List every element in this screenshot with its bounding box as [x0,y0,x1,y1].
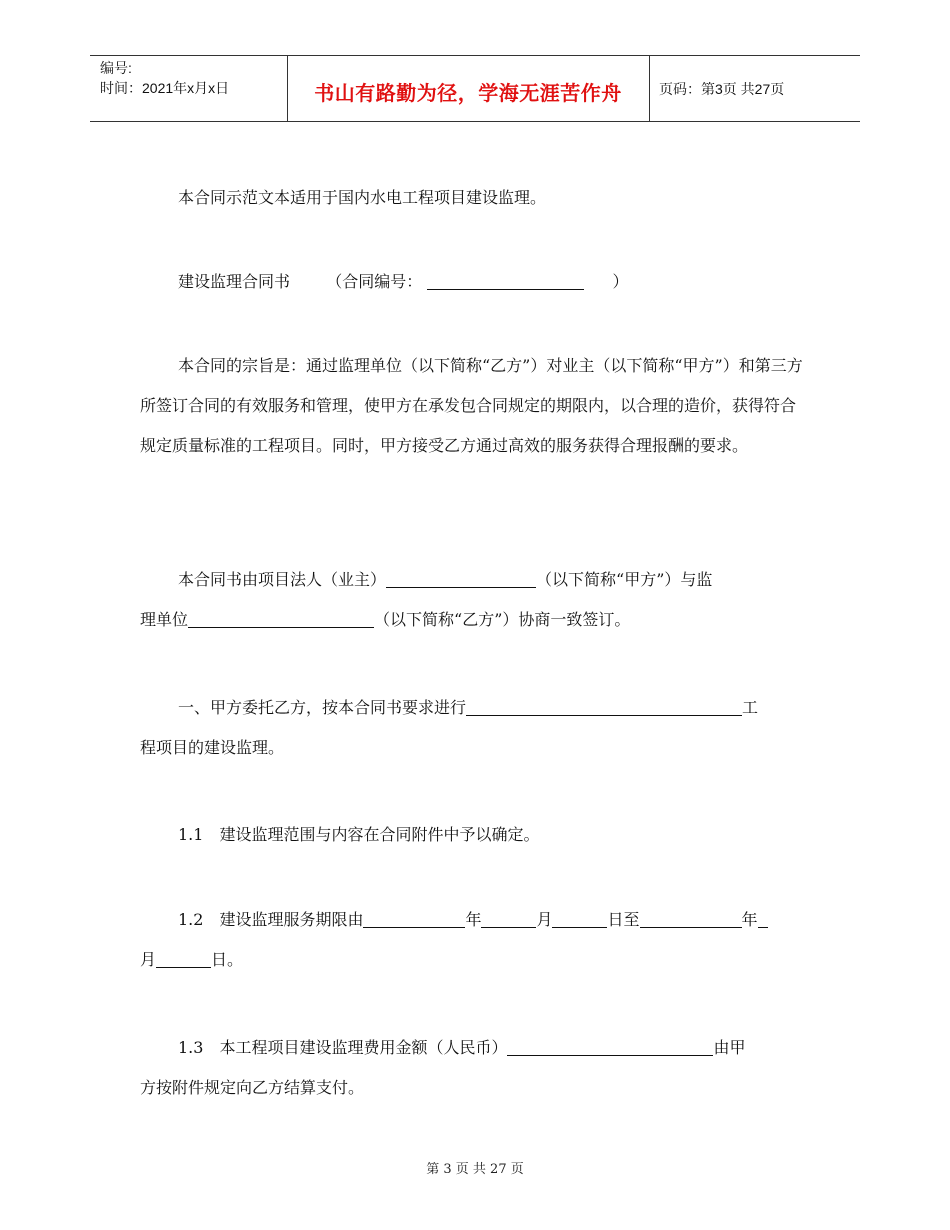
contract-title: 建设监理合同书 [178,272,291,291]
serial-label: 编号: [100,60,132,76]
clause-1-text-b: 工 [742,698,759,717]
clause-1-text-c: 程项目的建设监理。 [140,738,285,757]
start-year-blank [363,909,465,928]
start-day-blank [552,909,607,928]
end-year-blank [640,909,742,928]
clause-1-2-text: 1.2 建设监理服务期限由 [178,910,364,929]
intro-paragraph: 本合同示范文本适用于国内水电工程项目建设监理。 [178,188,547,207]
end-month-label: 月 [140,950,157,969]
parties-paragraph [140,560,810,640]
header-motto: 书山有路勤为径，学海无涯苦作舟 [314,81,622,105]
owner-blank [386,569,536,588]
parties-text-d: （以下简称“乙方”）协商一致签订。 [374,610,631,629]
fee-blank [507,1037,713,1056]
clause-1-3-paragraph [140,1028,810,1108]
header-divider-right [649,55,650,121]
clause-1-3-text-c: 方按附件规定向乙方结算支付。 [140,1078,365,1097]
month-label: 月 [536,910,553,929]
clause-1-1: 1.1 建设监理范围与内容在合同附件中予以确定。 [178,825,540,844]
project-blank [466,697,742,716]
end-day-blank [156,949,211,968]
end-month-blank-start [758,909,768,928]
parties-text-b: （以下简称“甲方”）与监 [536,570,713,589]
clause-1-paragraph [140,688,810,768]
time-label: 时间：2021年x月x日 [100,80,230,96]
clause-1-2-paragraph [140,900,810,980]
year-label: 年 [465,910,482,929]
page-footer: 第 3 页 共 27 页 [426,1162,524,1177]
parties-text-c: 理单位 [140,610,189,629]
clause-1-text-a: 一、甲方委托乙方，按本合同书要求进行 [178,698,467,717]
clause-1-3-text-a: 1.3 本工程项目建设监理费用金额（人民币） [178,1038,508,1057]
day-to-label: 日至 [607,910,640,929]
header-meta [100,58,229,98]
end-year-label: 年 [741,910,758,929]
header-top-rule [90,55,860,56]
start-month-blank [481,909,536,928]
end-day-label: 日。 [211,950,244,969]
clause-1-3-text-b: 由甲 [713,1038,746,1057]
header-bottom-rule [90,121,860,122]
parties-text-a: 本合同书由项目法人（业主） [178,570,387,589]
contract-title-line [140,262,848,302]
contract-no-blank [427,271,584,290]
supervisor-blank [188,609,374,628]
purpose-paragraph: 本合同的宗旨是：通过监理单位（以下简称“乙方”）对业主（以下简称“甲方”）和第三方所签订合同的有效服务和管理，使甲方在承发包合同规定的期限内，以合理的造价，获得符合规定质量标准的工程项目。同时，甲方接受乙方通过高效的服务获得合理报酬的要求。 [140,356,803,455]
contract-no-prefix: （合同编号： [326,272,423,291]
contract-no-suffix: ） [612,272,629,291]
header-page-label: 页码：第3页 共27页 [659,81,785,97]
